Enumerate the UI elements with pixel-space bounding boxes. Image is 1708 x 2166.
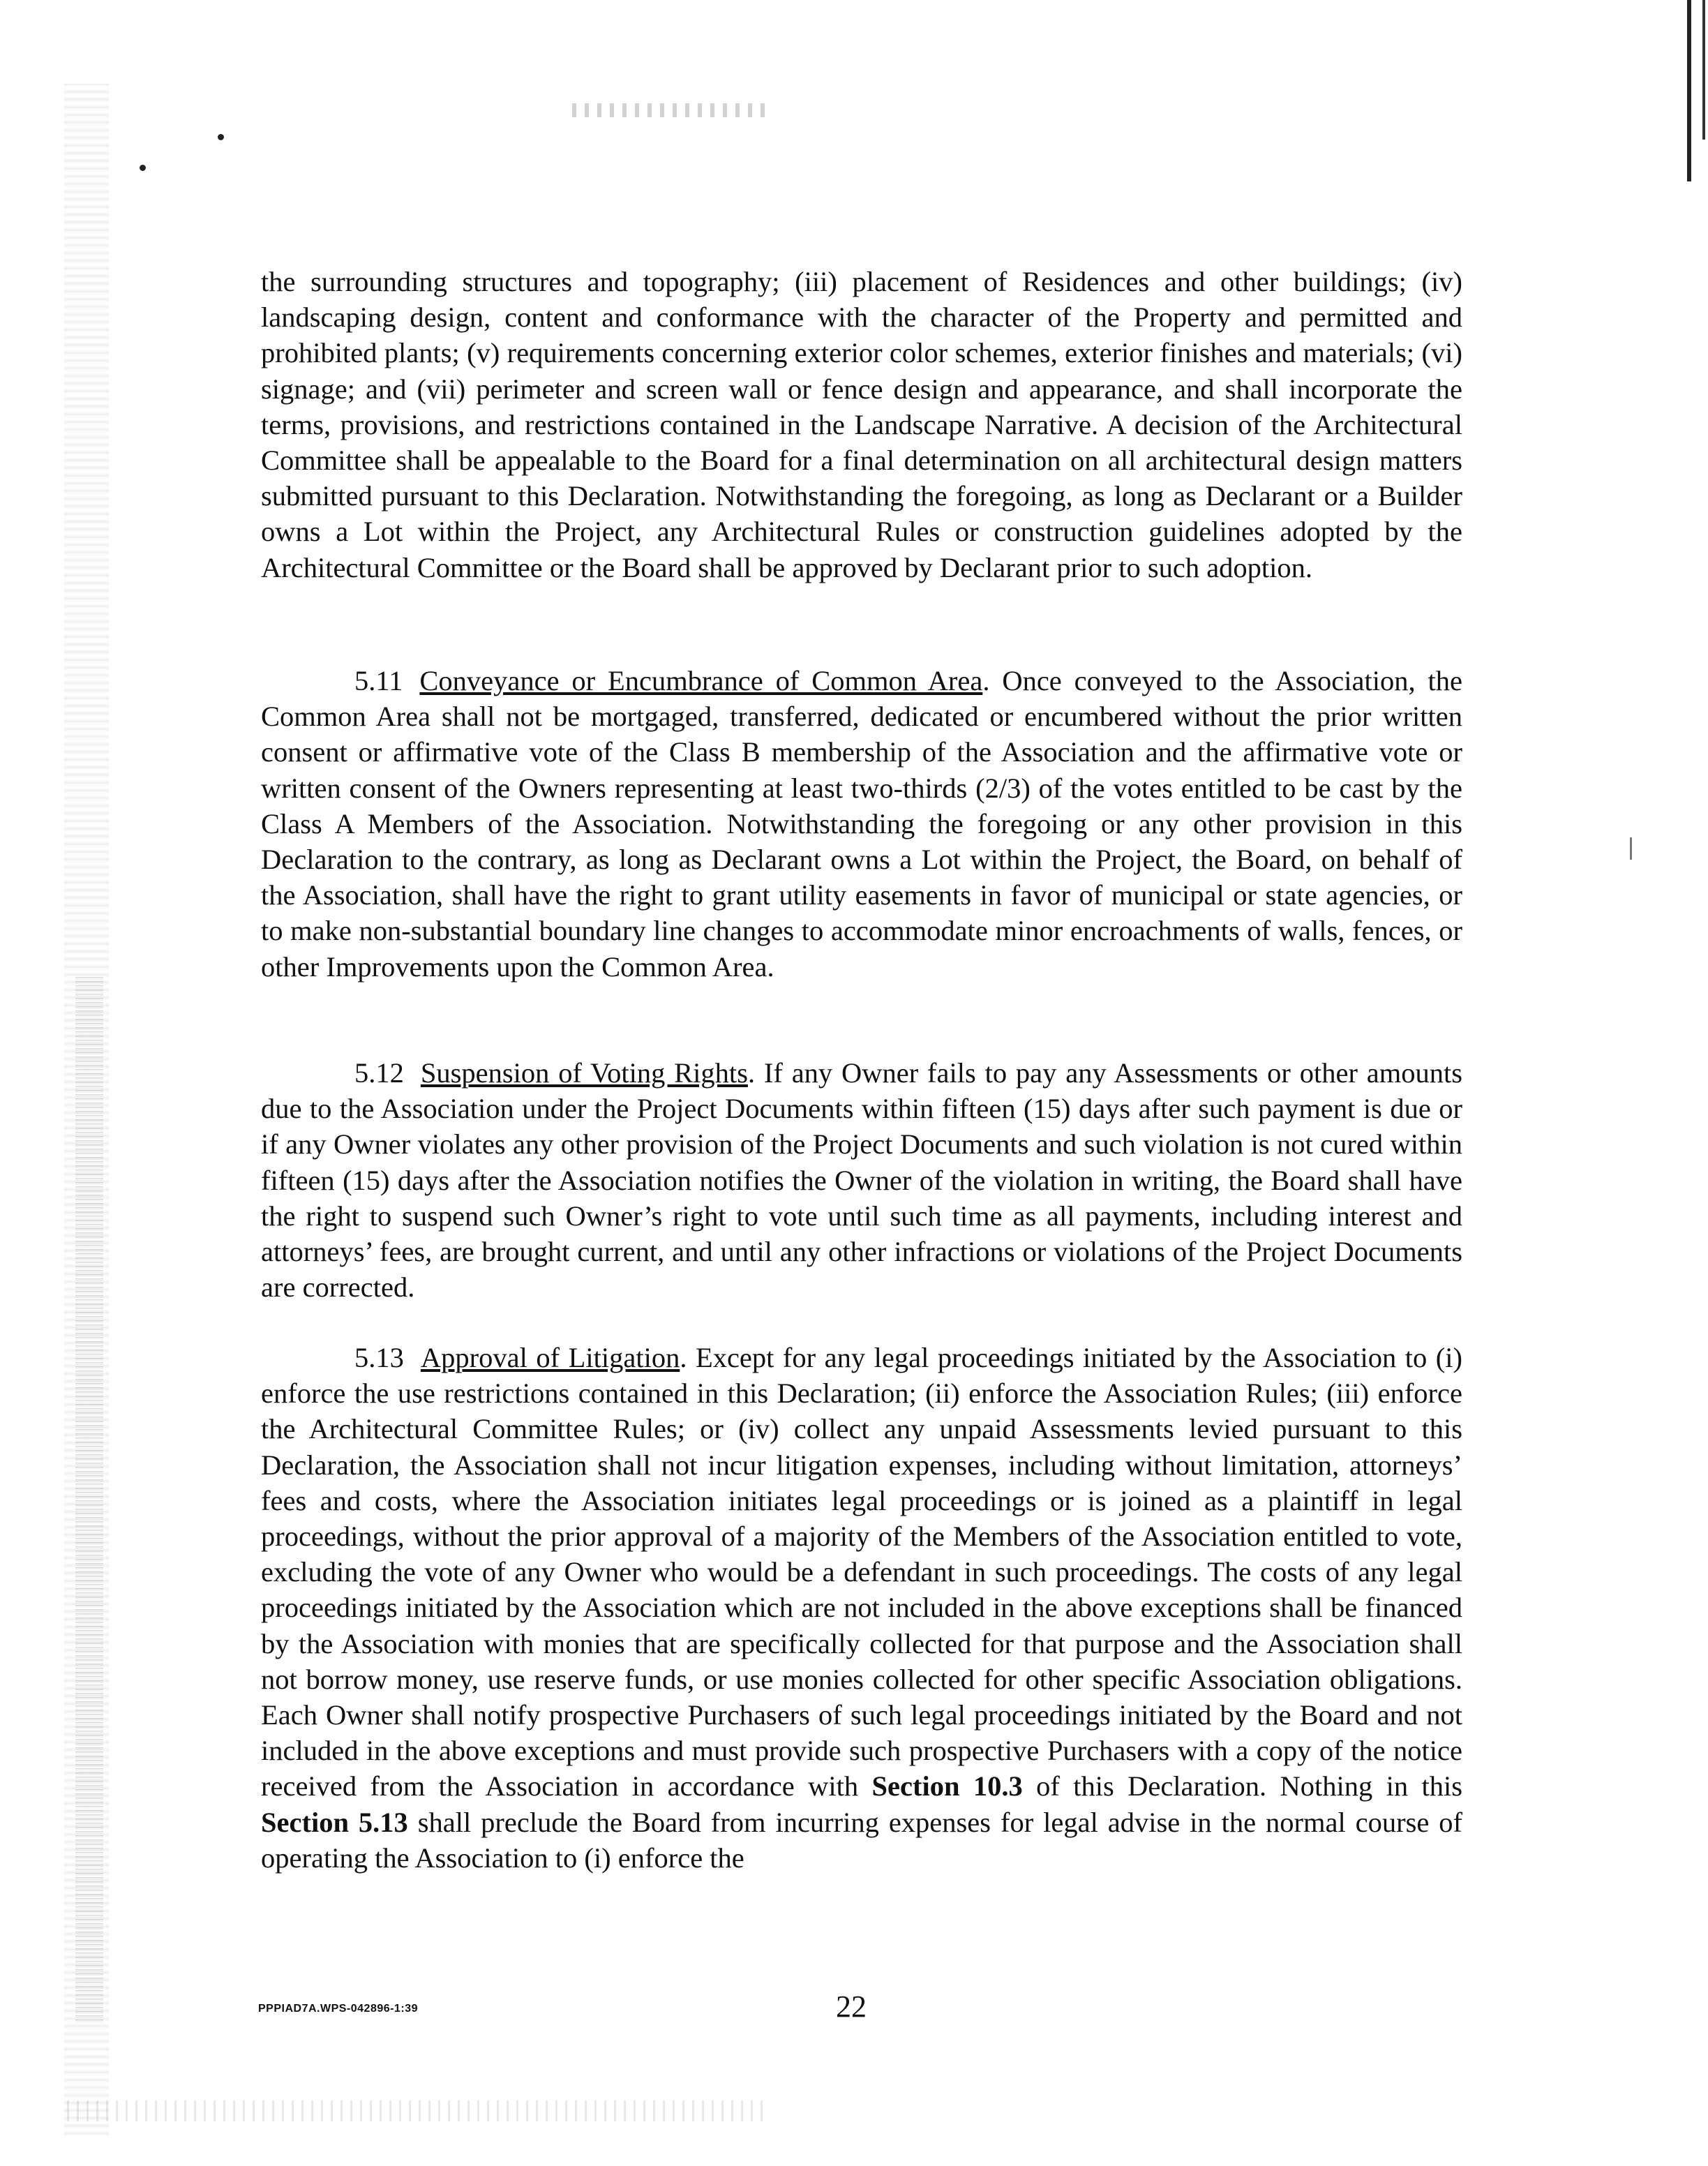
- paragraph-continuation: [261, 264, 1462, 585]
- section-5-12: [261, 1055, 1462, 1305]
- section-5-11: [261, 663, 1462, 985]
- punch-dot: [218, 134, 224, 140]
- scan-edge-artifact: [75, 977, 103, 2024]
- header-smudge: [572, 103, 767, 117]
- section-number: 5.12: [354, 1057, 404, 1089]
- punch-dot: [140, 165, 146, 171]
- paragraph-text: the surrounding structures and topography; (iii) placement of Residences and other buildings; (iv) landscaping design, content and conformance with the character of the Property and permitted and prohibited plants; (v) requirements concerning exterior color schemes, exterior finishes and materials; (vi) signage; and (vii) perimeter and screen wall or fence design and appearance, and shall incorporate the terms, provisions, and restrictions contained in the Landscape Narrative. A decision of the Architectural Committee shall be appealable to the Board for a final determination on all architectural design matters submitted pursuant to this Declaration. Notwithstanding the foregoing, as long as Declarant or a Builder owns a Lot within the Project, any Architectural Rules or construction guidelines adopted by the Architectural Committee or the Board shall be approved by Declarant prior to such adoption.: [261, 266, 1462, 583]
- section-number: 5.13: [354, 1342, 404, 1373]
- page-number: 22: [836, 1989, 867, 2024]
- scan-noise: [67, 2100, 765, 2121]
- document-code: PPPIAD7A.WPS-042896-1:39: [258, 2003, 418, 2015]
- scan-edge-artifact: [1702, 0, 1705, 140]
- section-title: Conveyance or Encumbrance of Common Area: [419, 665, 983, 696]
- section-reference: Section 5.13: [261, 1806, 408, 1838]
- section-reference: Section 10.3: [871, 1770, 1023, 1802]
- scan-mark: [1630, 837, 1632, 860]
- section-text: . Once conveyed to the Association, the Common Area shall not be mortgaged, transferred, dedicated or encumbered without the prior written consent or affirmative vote of the Class B membership of the Association and the affirmative vote or written consent of the Owners representing at least two-thirds (2/3) of the votes entitled to be cast by the Class A Members of the Association. Notwithstanding the foregoing or any other provision in this Declaration to the contrary, as long as Declarant owns a Lot within the Project, the Board, on behalf of the Association, shall have the right to grant utility easements in favor of municipal or state agencies, or to make non-substantial boundary line changes to accommodate minor encroachments of walls, fences, or other Improvements upon the Common Area.: [261, 665, 1462, 983]
- section-number: 5.11: [354, 665, 403, 696]
- section-text: . Except for any legal proceedings initiated by the Association to (i) enforce the use restrictions contained in this Declaration; (ii) enforce the Association Rules; (iii) enforce the Architectural Committee Rules; or (iv) collect any unpaid Assessments levied pursuant to this Declaration, the Association shall not incur litigation expenses, including without limitation, attorneys’ fees and costs, where the Association initiates legal proceedings or is joined as a plaintiff in legal proceedings, without the prior approval of a majority of the Members of the Association entitled to vote, excluding the vote of any Owner who would be a defendant in such proceedings. The costs of any legal proceedings initiated by the Association which are not included in the above exceptions shall be financed by the Association with monies that are specifically collected for that purpose and the Association shall not borrow money, use reserve funds, or use monies collected for other specific Association obligations. Each Owner shall notify prospective Purchasers of such legal proceedings initiated by the Board and not included in the above exceptions and must provide such prospective Purchasers with a copy of the notice received from the Association in accordance with: [261, 1342, 1462, 1802]
- section-title: Approval of Litigation: [420, 1342, 680, 1373]
- section-text: . If any Owner fails to pay any Assessments or other amounts due to the Association under the Project Documents within fifteen (15) days after such payment is due or if any Owner violates any other provision of the Project Documents and such violation is not cured within fifteen (15) days after the Association notifies the Owner of the violation in writing, the Board shall have the right to suspend such Owner’s right to vote until such time as all payments, including interest and attorneys’ fees, are brought current, and until any other infractions or violations of the Project Documents are corrected.: [261, 1057, 1462, 1304]
- scan-edge-artifact: [1687, 0, 1691, 181]
- section-5-13: [261, 1340, 1462, 1876]
- section-title: Suspension of Voting Rights: [420, 1057, 748, 1089]
- section-text: shall preclude the Board from incurring expenses for legal advise in the normal course of operating the Association to (i) enforce the: [261, 1806, 1462, 1874]
- section-text: of this Declaration. Nothing in this: [1022, 1770, 1462, 1802]
